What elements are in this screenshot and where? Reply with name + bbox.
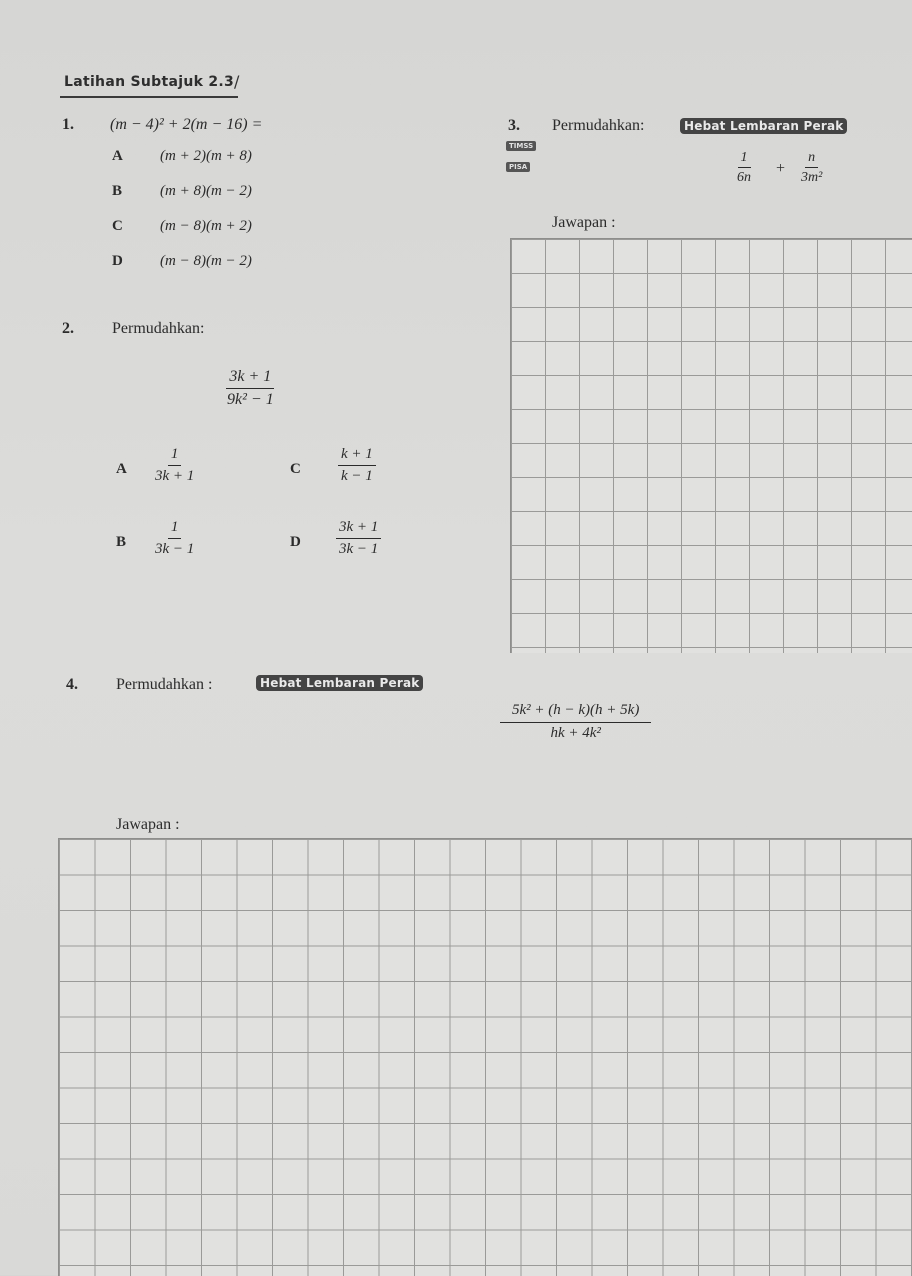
q3-pisa-tag: PISA <box>506 162 530 172</box>
q3-timss-tag: TIMSS <box>506 141 536 151</box>
page-title: Latihan Subtajuk 2.3 <box>64 74 235 90</box>
q2-option-c-fraction[interactable] <box>338 446 376 484</box>
q3-answer-label: Jawapan : <box>552 214 616 231</box>
q4-instruction: Permudahkan : <box>116 676 213 693</box>
q4-hebat-badge: Hebat Lembaran Perak <box>256 675 423 691</box>
q2-option-b-num: 1 <box>168 519 182 539</box>
q4-answer-label: Jawapan : <box>116 816 180 833</box>
q2-option-c-num: k + 1 <box>338 446 376 466</box>
q4-expression <box>500 702 651 741</box>
q3-number: 3. <box>508 117 520 134</box>
q2-option-a-letter[interactable]: A <box>116 461 127 477</box>
q2-option-d-letter[interactable]: D <box>290 534 301 550</box>
q3-operator: + <box>776 160 786 177</box>
q3-term1 <box>734 150 754 186</box>
q2-expression <box>224 368 277 408</box>
q3-term2-den: 3m² <box>801 170 823 186</box>
q1-number: 1. <box>62 116 74 133</box>
q2-option-d-fraction[interactable] <box>336 519 381 557</box>
q3-hebat-badge: Hebat Lembaran Perak <box>680 118 847 134</box>
q4-expr-denominator: hk + 4k² <box>550 724 601 741</box>
q3-term2-num: n <box>805 150 818 168</box>
q1-option-d-letter[interactable]: D <box>112 253 123 269</box>
q1-question: (m − 4)² + 2(m − 16) = <box>110 116 263 133</box>
q4-number: 4. <box>66 676 78 693</box>
q2-option-d-den: 3k − 1 <box>339 540 379 557</box>
q3-instruction: Permudahkan: <box>552 117 645 134</box>
title-underline <box>60 96 238 98</box>
q2-option-b-den: 3k − 1 <box>155 540 195 557</box>
q2-option-c-den: k − 1 <box>341 467 373 484</box>
q2-expr-denominator: 9k² − 1 <box>227 390 274 408</box>
q3-term1-num: 1 <box>738 150 751 168</box>
q2-instruction: Permudahkan: <box>112 320 205 337</box>
q3-answer-grid[interactable] <box>510 238 912 653</box>
title-slash-mark: / <box>234 72 240 91</box>
q2-option-a-den: 3k + 1 <box>155 467 195 484</box>
q1-option-d-text[interactable]: (m − 8)(m − 2) <box>160 253 252 269</box>
q1-option-a-text[interactable]: (m + 2)(m + 8) <box>160 148 252 164</box>
q2-option-a-num: 1 <box>168 446 182 466</box>
q2-option-b-fraction[interactable] <box>152 519 197 557</box>
q2-option-c-letter[interactable]: C <box>290 461 301 477</box>
q2-number: 2. <box>62 320 74 337</box>
q3-term1-den: 6n <box>737 170 751 186</box>
q2-option-b-letter[interactable]: B <box>116 534 127 550</box>
q2-option-a-fraction[interactable] <box>152 446 197 484</box>
q2-option-d-num: 3k + 1 <box>336 519 381 539</box>
q1-option-b-text[interactable]: (m + 8)(m − 2) <box>160 183 252 199</box>
q1-option-c-text[interactable]: (m − 8)(m + 2) <box>160 218 252 234</box>
q1-option-c-letter[interactable]: C <box>112 218 123 234</box>
q2-expr-numerator: 3k + 1 <box>226 368 274 389</box>
q3-term2 <box>798 150 825 186</box>
q1-option-b-letter[interactable]: B <box>112 183 123 199</box>
q4-answer-grid[interactable] <box>58 838 912 1276</box>
q1-option-a-letter[interactable]: A <box>112 148 123 164</box>
q4-expr-numerator: 5k² + (h − k)(h + 5k) <box>500 702 651 723</box>
